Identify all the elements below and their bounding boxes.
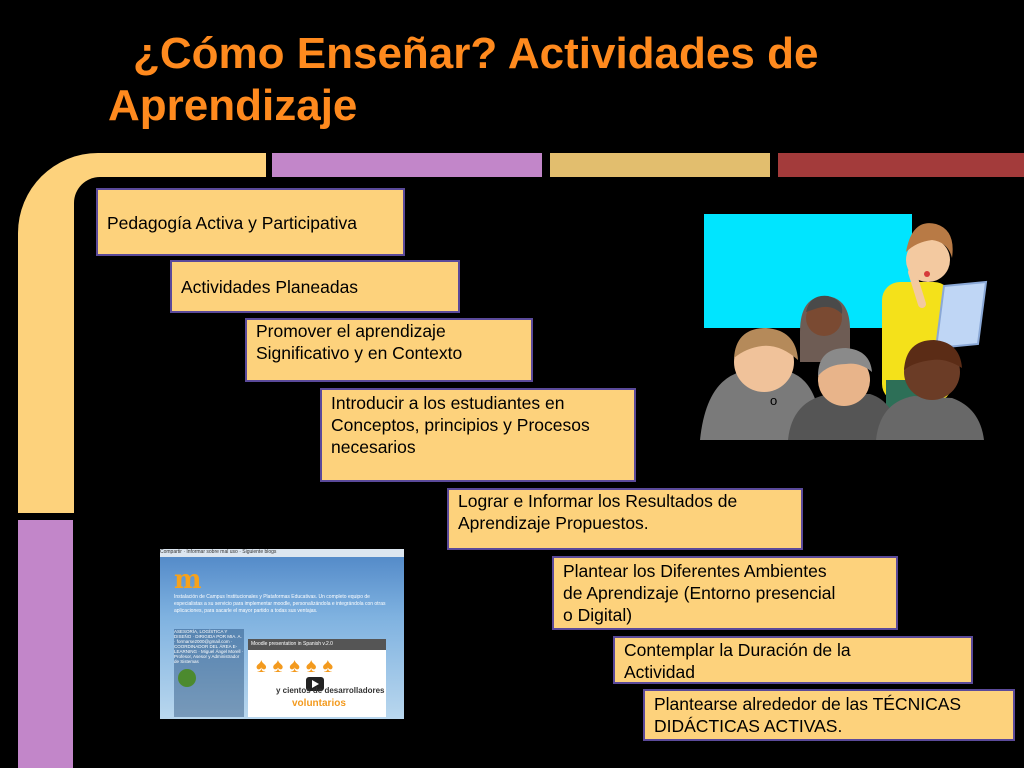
video-topbar: Compartir · Informar sobre mal uso · Siguiente blogs <box>160 549 404 557</box>
step-text: Contemplar la Duración de la <box>624 640 851 660</box>
video-panel <box>248 639 386 717</box>
step-text: Significativo y en Contexto <box>256 343 463 363</box>
step-box-7 <box>613 636 973 684</box>
step-text: Lograr e Informar los Resultados de <box>458 491 738 511</box>
step-text: Pedagogía Activa y Participativa <box>107 213 358 233</box>
teacher-classroom-illustration <box>700 212 992 440</box>
step-text: Plantear los Diferentes Ambientes <box>563 561 827 581</box>
people-icon: ♠♠♠♠♠ <box>256 655 340 677</box>
step-text: Actividades Planeadas <box>181 277 359 297</box>
step-text: Actividad <box>624 662 696 682</box>
video-description: Instalación de Campus Institucionales y Plataformas Educativas. Un completo equipo de especialistas a su servicio para implementar moodle, personalizándola e integrándola con otras aplicaciones, para sacarle el mayor partido a todas sus ventajas. <box>174 594 386 614</box>
step-text: Plantearse alrededor de las TÉCNICAS <box>654 694 962 714</box>
step-box-5 <box>447 488 803 550</box>
step-text: o Digital) <box>563 605 633 625</box>
frame-bar-sand-top <box>550 153 770 177</box>
clipart-label: o <box>770 393 778 408</box>
step-text: Aprendizaje Propuestos. <box>458 513 649 533</box>
step-box-8 <box>643 689 1015 741</box>
step-text: Promover el aprendizaje <box>256 321 446 341</box>
moodle-logo: m <box>174 565 202 595</box>
frame-bar-purple-left <box>18 520 73 768</box>
frame-bar-red-top <box>778 153 1024 177</box>
step-text: DIDÁCTICAS ACTIVAS. <box>654 716 843 736</box>
step-text: Conceptos, principios y Procesos <box>331 415 590 435</box>
step-text: Introducir a los estudiantes en <box>331 393 565 413</box>
video-thumbnail[interactable] <box>160 549 404 719</box>
step-box-1 <box>96 188 405 256</box>
step-box-3 <box>245 318 533 382</box>
step-box-4 <box>320 388 636 482</box>
video-sidebar: ASESORÍA, LOGÍSTICA Y DISEÑO · DIRIGIDA POR MIA. A. · formarse2000@gmail.com · COORDINADOR DEL ÁREA E-LEARNING · Miguel Ángel Morell · Profesor, Asesor y Administrador de Sistemas <box>174 629 244 717</box>
frame-bar-purple-top <box>272 153 542 177</box>
step-text: de Aprendizaje (Entorno presencial <box>563 583 836 603</box>
tree-icon <box>178 669 196 687</box>
video-caption-2: voluntarios <box>292 698 346 709</box>
video-panel-title: Moodle presentation in Spanish v.2.0 <box>248 639 386 650</box>
step-text: necesarios <box>331 437 416 457</box>
step-box-2 <box>170 260 460 313</box>
slide-title-line1: ¿Cómo Enseñar? Actividades de <box>133 29 819 78</box>
slide-title <box>108 28 988 132</box>
step-box-6 <box>552 556 898 630</box>
video-caption-1: y cientos de desarrolladores <box>276 686 385 695</box>
slide-title-line2: Aprendizaje <box>108 81 358 130</box>
